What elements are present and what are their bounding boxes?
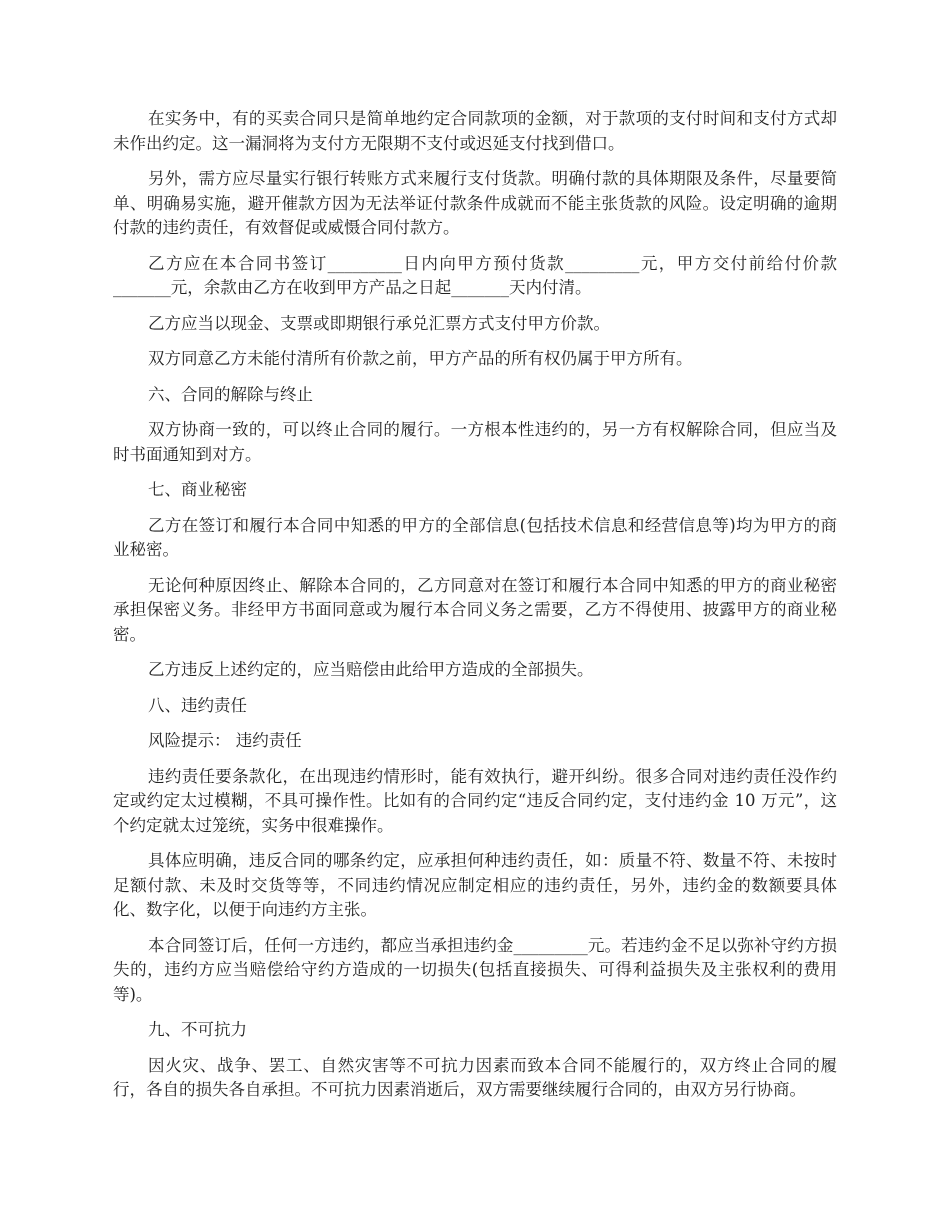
paragraph-liquidated-damages: 本合同签订后，任何一方违约，都应当承担违约金_________元。若违约金不足以弥补守约方损失的，违约方应当赔偿给守约方造成的一切损失(包括直接损失、可得利益损失及主张权利的费用等)。 <box>113 935 837 1004</box>
paragraph-payment-terms-intro: 在实务中，有的买卖合同只是简单地约定合同款项的金额，对于款项的支付时间和支付方式却未作出约定。这一漏洞将为支付方无限期不支付或迟延支付找到借口。 <box>113 109 837 153</box>
paragraph-trade-secret-definition: 乙方在签订和履行本合同中知悉的甲方的全部信息(包括技术信息和经营信息等)均为甲方的商业秘密。 <box>113 515 837 559</box>
section-heading-termination: 六、合同的解除与终止 <box>148 384 313 404</box>
paragraph-confidentiality-breach: 乙方违反上述约定的，应当赔偿由此给甲方造成的全部损失。 <box>148 660 594 679</box>
document-body <box>113 107 837 1114</box>
paragraph-liability-clauses: 违约责任要条款化，在出现违约情形时，能有效执行，避开纠纷。很多合同对违约责任没作约定或约定太过模糊，不具可操作性。比如有的合同约定“违反合同约定，支付违约金 10 万元”，这个约定就太过笼统，实务中很难操作。 <box>113 766 837 835</box>
section-heading-trade-secrets: 七、商业秘密 <box>148 480 247 499</box>
paragraph-payment-schedule: 乙方应在本合同书签订_________日内向甲方预付货款_________元，甲方交付前给付价款_______元，余款由乙方在收到甲方产品之日起_______天内付清。 <box>113 253 837 297</box>
paragraph-risk-notice: 风险提示： 违约责任 <box>148 731 302 750</box>
paragraph-confidentiality: 无论何种原因终止、解除本合同的，乙方同意对在签订和履行本合同中知悉的甲方的商业秘密承担保密义务。非经甲方书面同意或为履行本合同义务之需要，乙方不得使用、披露甲方的商业秘密。 <box>113 575 837 644</box>
paragraph-liability-specifics: 具体应明确，违反合同的哪条约定，应承担何种违约责任，如：质量不符、数量不符、未按时足额付款、未及时交货等等，不同违约情况应制定相应的违约责任，另外，违约金的数额要具体化、数字化，以便于向违约方主张。 <box>113 851 837 919</box>
paragraph-bank-transfer: 另外，需方应尽量实行银行转账方式来履行支付货款。明确付款的具体期限及条件，尽量要简单、明确易实施，避开催款方因为无法举证付款条件成就而不能主张货款的风险。设定明确的逾期付款的违约责任，有效督促或威慑合同付款方。 <box>113 169 837 237</box>
section-heading-liability: 八、违约责任 <box>148 695 247 715</box>
paragraph-ownership: 双方同意乙方未能付清所有价款之前，甲方产品的所有权仍属于甲方所有。 <box>148 349 693 368</box>
paragraph-force-majeure: 因火灾、战争、罢工、自然灾害等不可抗力因素而致本合同不能履行的，双方终止合同的履行，各自的损失各自承担。不可抗力因素消逝后，双方需要继续履行合同的，由双方另行协商。 <box>113 1055 837 1099</box>
section-heading-force-majeure: 九、不可抗力 <box>148 1020 247 1039</box>
paragraph-payment-method: 乙方应当以现金、支票或即期银行承兑汇票方式支付甲方价款。 <box>148 313 610 333</box>
paragraph-termination: 双方协商一致的，可以终止合同的履行。一方根本性违约的，另一方有权解除合同，但应当及时书面通知到对方。 <box>113 420 837 464</box>
